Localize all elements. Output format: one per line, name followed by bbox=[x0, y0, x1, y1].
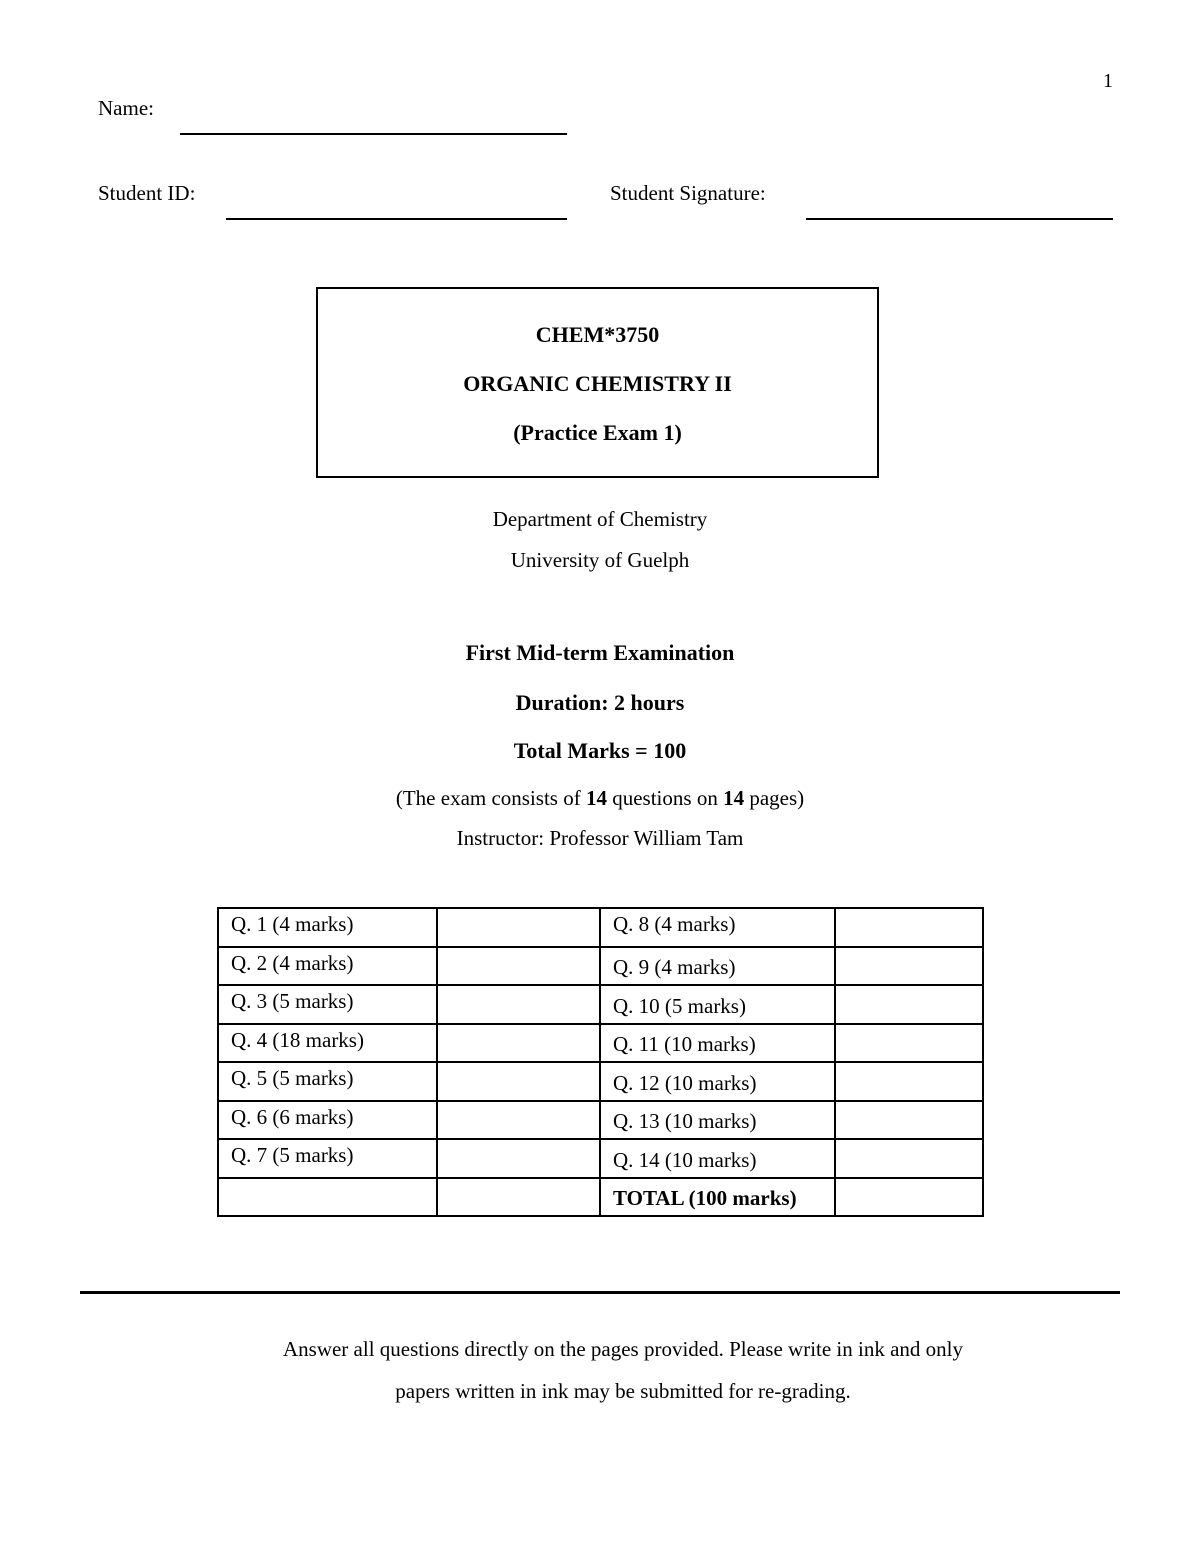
question-label: Q. 2 (4 marks) bbox=[218, 947, 437, 986]
score-cell[interactable] bbox=[835, 1024, 983, 1063]
student-signature-input-line[interactable] bbox=[806, 218, 1113, 220]
score-cell[interactable] bbox=[437, 947, 600, 986]
question-label: Q. 7 (5 marks) bbox=[218, 1139, 437, 1178]
score-cell[interactable] bbox=[835, 908, 983, 947]
question-label: Q. 9 (4 marks) bbox=[600, 947, 835, 986]
divider bbox=[80, 1291, 1120, 1294]
exam-title: First Mid-term Examination bbox=[465, 640, 735, 665]
question-label: Q. 10 (5 marks) bbox=[600, 985, 835, 1024]
score-cell[interactable] bbox=[437, 1101, 600, 1140]
student-id-label: Student ID: bbox=[98, 181, 196, 205]
score-cell[interactable] bbox=[835, 1139, 983, 1178]
university: University of Guelph bbox=[510, 548, 690, 572]
name-label: Name: bbox=[98, 96, 154, 120]
exam-duration: Duration: 2 hours bbox=[515, 690, 685, 715]
score-cell[interactable] bbox=[437, 1024, 600, 1063]
total-score-cell[interactable] bbox=[835, 1178, 983, 1217]
question-count: 14 bbox=[585, 786, 607, 810]
question-label: Q. 14 (10 marks) bbox=[600, 1139, 835, 1178]
consists-mid: questions on bbox=[606, 786, 724, 810]
question-label: Q. 6 (6 marks) bbox=[218, 1101, 437, 1140]
score-cell[interactable] bbox=[437, 1178, 600, 1217]
page-number: 1 bbox=[1103, 70, 1113, 92]
question-label: Q. 3 (5 marks) bbox=[218, 985, 437, 1024]
score-cell[interactable] bbox=[835, 1101, 983, 1140]
question-label: Q. 12 (10 marks) bbox=[600, 1062, 835, 1101]
instructions-line-1: Answer all questions directly on the pages provided. Please write in ink and only bbox=[282, 1337, 964, 1361]
instructor: Instructor: Professor William Tam bbox=[456, 826, 744, 850]
score-cell[interactable] bbox=[437, 1139, 600, 1178]
table-row bbox=[218, 1062, 983, 1101]
consists-prefix: (The exam consists of bbox=[395, 786, 586, 810]
name-input-line[interactable] bbox=[180, 133, 567, 135]
question-label bbox=[218, 1178, 437, 1217]
table-row bbox=[218, 908, 983, 947]
score-cell[interactable] bbox=[437, 1062, 600, 1101]
score-cell[interactable] bbox=[437, 985, 600, 1024]
table-row bbox=[218, 947, 983, 986]
exam-total-marks: Total Marks = 100 bbox=[513, 738, 687, 763]
consists-suffix: pages) bbox=[744, 786, 805, 810]
student-signature-label: Student Signature: bbox=[610, 181, 766, 205]
course-name: ORGANIC CHEMISTRY II bbox=[463, 371, 732, 396]
total-label: TOTAL (100 marks) bbox=[600, 1178, 835, 1217]
exam-type: (Practice Exam 1) bbox=[513, 420, 682, 445]
instructions-line-2: papers written in ink may be submitted for re-grading. bbox=[395, 1379, 851, 1403]
course-code: CHEM*3750 bbox=[535, 322, 660, 347]
department: Department of Chemistry bbox=[492, 507, 708, 531]
score-cell[interactable] bbox=[835, 1062, 983, 1101]
table-row bbox=[218, 985, 983, 1024]
table-row bbox=[218, 1101, 983, 1140]
question-label: Q. 4 (18 marks) bbox=[218, 1024, 437, 1063]
table-row bbox=[218, 1139, 983, 1178]
course-title-box bbox=[316, 287, 879, 478]
question-label: Q. 13 (10 marks) bbox=[600, 1101, 835, 1140]
question-label: Q. 11 (10 marks) bbox=[600, 1024, 835, 1063]
page-count: 14 bbox=[723, 786, 745, 810]
score-cell[interactable] bbox=[835, 947, 983, 986]
score-cell[interactable] bbox=[437, 908, 600, 947]
question-label: Q. 8 (4 marks) bbox=[600, 908, 835, 947]
table-row bbox=[218, 1024, 983, 1063]
score-cell[interactable] bbox=[835, 985, 983, 1024]
table-row bbox=[218, 1178, 983, 1217]
question-label: Q. 1 (4 marks) bbox=[218, 908, 437, 947]
marks-table bbox=[217, 907, 984, 1217]
exam-consists bbox=[0, 786, 1200, 811]
question-label: Q. 5 (5 marks) bbox=[218, 1062, 437, 1101]
student-id-input-line[interactable] bbox=[226, 218, 567, 220]
